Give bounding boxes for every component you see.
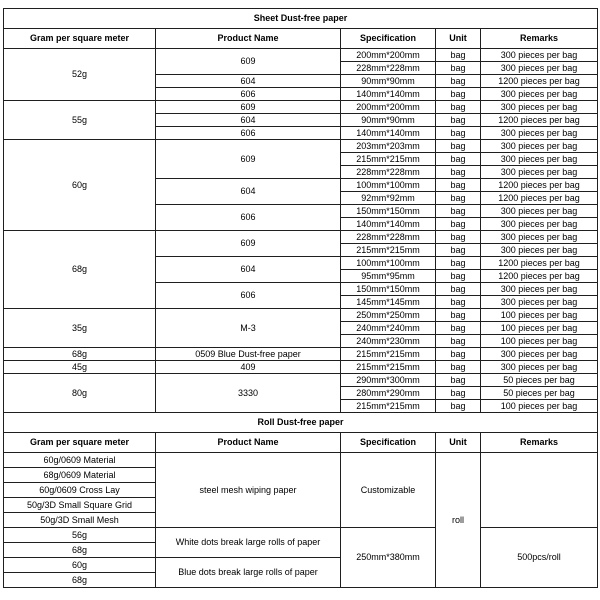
table-row (4, 140, 598, 153)
specification-cell: 145mm*145mm (341, 296, 436, 309)
remarks-cell: 100 pieces per bag (481, 335, 598, 348)
section-title: Sheet Dust-free paper (4, 9, 598, 29)
gram-cell: 68g (4, 231, 156, 309)
product-name-cell: 609 (156, 231, 341, 257)
specification-cell: 140mm*140mm (341, 127, 436, 140)
specification-cell: 215mm*215mm (341, 244, 436, 257)
remarks-cell: 1200 pieces per bag (481, 192, 598, 205)
section-title: Roll Dust-free paper (4, 413, 598, 433)
remarks-cell: 300 pieces per bag (481, 101, 598, 114)
remarks-cell: 50 pieces per bag (481, 374, 598, 387)
gram-cell: 35g (4, 309, 156, 348)
remarks-cell: 300 pieces per bag (481, 88, 598, 101)
unit-cell: bag (436, 361, 481, 374)
specification-cell: 95mm*95mm (341, 270, 436, 283)
specification-cell: 140mm*140mm (341, 218, 436, 231)
specification-cell: 250mm*250mm (341, 309, 436, 322)
remarks-cell: 300 pieces per bag (481, 348, 598, 361)
dust-free-paper-table (3, 8, 598, 588)
remarks-cell: 100 pieces per bag (481, 400, 598, 413)
gram-cell: 68g (4, 573, 156, 588)
specification-cell: 240mm*240mm (341, 322, 436, 335)
table-row (4, 453, 598, 468)
specification-cell: 228mm*228mm (341, 166, 436, 179)
remarks-cell: 300 pieces per bag (481, 140, 598, 153)
column-header: Specification (341, 433, 436, 453)
product-name-cell: 609 (156, 49, 341, 75)
product-name-cell: steel mesh wiping paper (156, 453, 341, 528)
specification-cell: 150mm*150mm (341, 205, 436, 218)
section-title-row (4, 413, 598, 433)
specification-cell: 150mm*150mm (341, 283, 436, 296)
column-header: Gram per square meter (4, 29, 156, 49)
remarks-cell: 1200 pieces per bag (481, 179, 598, 192)
unit-cell: bag (436, 296, 481, 309)
gram-cell: 60g (4, 558, 156, 573)
unit-cell: bag (436, 49, 481, 62)
product-name-cell: 409 (156, 361, 341, 374)
remarks-cell: 300 pieces per bag (481, 62, 598, 75)
table-body (4, 9, 598, 588)
table-row (4, 231, 598, 244)
unit-cell: bag (436, 127, 481, 140)
specification-cell: 250mm*380mm (341, 528, 436, 588)
gram-cell: 45g (4, 361, 156, 374)
column-header: Remarks (481, 29, 598, 49)
product-name-cell: 604 (156, 114, 341, 127)
gram-cell: 50g/3D Small Mesh (4, 513, 156, 528)
gram-cell: 50g/3D Small Square Grid (4, 498, 156, 513)
column-header: Specification (341, 29, 436, 49)
unit-cell: bag (436, 322, 481, 335)
column-header: Product Name (156, 29, 341, 49)
specification-cell: 215mm*215mm (341, 153, 436, 166)
specification-cell: 215mm*215mm (341, 400, 436, 413)
remarks-cell (481, 453, 598, 528)
specification-cell: 240mm*230mm (341, 335, 436, 348)
product-name-cell: M-3 (156, 309, 341, 348)
remarks-cell: 300 pieces per bag (481, 244, 598, 257)
remarks-cell: 300 pieces per bag (481, 361, 598, 374)
product-name-cell: 604 (156, 179, 341, 205)
unit-cell: bag (436, 244, 481, 257)
product-name-cell: 604 (156, 75, 341, 88)
specification-cell: 100mm*100mm (341, 257, 436, 270)
remarks-cell: 1200 pieces per bag (481, 114, 598, 127)
column-header: Remarks (481, 433, 598, 453)
specification-cell: 90mm*90mm (341, 114, 436, 127)
column-header: Product Name (156, 433, 341, 453)
unit-cell: bag (436, 179, 481, 192)
specification-cell: 90mm*90mm (341, 75, 436, 88)
specification-cell: 92mm*92mm (341, 192, 436, 205)
specification-cell: 200mm*200mm (341, 49, 436, 62)
gram-cell: 52g (4, 49, 156, 101)
table-row (4, 309, 598, 322)
product-name-cell: 609 (156, 140, 341, 179)
product-name-cell: 3330 (156, 374, 341, 413)
table-row (4, 348, 598, 361)
remarks-cell: 500pcs/roll (481, 528, 598, 588)
unit-cell: bag (436, 348, 481, 361)
remarks-cell: 1200 pieces per bag (481, 257, 598, 270)
remarks-cell: 300 pieces per bag (481, 153, 598, 166)
specification-cell: 228mm*228mm (341, 62, 436, 75)
specification-cell: 215mm*215mm (341, 348, 436, 361)
unit-cell: bag (436, 387, 481, 400)
specification-cell: 280mm*290mm (341, 387, 436, 400)
specification-cell: 215mm*215mm (341, 361, 436, 374)
product-name-cell: White dots break large rolls of paper (156, 528, 341, 558)
gram-cell: 56g (4, 528, 156, 543)
table-row (4, 361, 598, 374)
header-row (4, 29, 598, 49)
gram-cell: 60g (4, 140, 156, 231)
product-name-cell: 606 (156, 283, 341, 309)
remarks-cell: 100 pieces per bag (481, 309, 598, 322)
table-row (4, 49, 598, 62)
product-name-cell: 606 (156, 88, 341, 101)
column-header: Gram per square meter (4, 433, 156, 453)
gram-cell: 55g (4, 101, 156, 140)
gram-cell: 80g (4, 374, 156, 413)
gram-cell: 60g/0609 Cross Lay (4, 483, 156, 498)
unit-cell: bag (436, 218, 481, 231)
unit-cell: bag (436, 114, 481, 127)
table-row (4, 528, 598, 543)
unit-cell: bag (436, 231, 481, 244)
unit-cell: bag (436, 270, 481, 283)
product-name-cell: 606 (156, 205, 341, 231)
remarks-cell: 50 pieces per bag (481, 387, 598, 400)
remarks-cell: 1200 pieces per bag (481, 270, 598, 283)
unit-cell: bag (436, 166, 481, 179)
product-name-cell: 606 (156, 127, 341, 140)
unit-cell: bag (436, 335, 481, 348)
table-row (4, 101, 598, 114)
specification-cell: 290mm*300mm (341, 374, 436, 387)
remarks-cell: 300 pieces per bag (481, 283, 598, 296)
unit-cell: bag (436, 283, 481, 296)
product-name-cell: 604 (156, 257, 341, 283)
remarks-cell: 300 pieces per bag (481, 218, 598, 231)
column-header: Unit (436, 29, 481, 49)
remarks-cell: 300 pieces per bag (481, 205, 598, 218)
unit-cell: bag (436, 62, 481, 75)
unit-cell: bag (436, 153, 481, 166)
gram-cell: 68g/0609 Material (4, 468, 156, 483)
header-row (4, 433, 598, 453)
remarks-cell: 100 pieces per bag (481, 322, 598, 335)
unit-cell: bag (436, 192, 481, 205)
gram-cell: 60g/0609 Material (4, 453, 156, 468)
unit-cell: roll (436, 453, 481, 588)
unit-cell: bag (436, 205, 481, 218)
product-name-cell: 0509 Blue Dust-free paper (156, 348, 341, 361)
unit-cell: bag (436, 400, 481, 413)
remarks-cell: 300 pieces per bag (481, 296, 598, 309)
section-title-row (4, 9, 598, 29)
gram-cell: 68g (4, 543, 156, 558)
specification-cell: 200mm*200mm (341, 101, 436, 114)
product-name-cell: Blue dots break large rolls of paper (156, 558, 341, 588)
remarks-cell: 1200 pieces per bag (481, 75, 598, 88)
unit-cell: bag (436, 88, 481, 101)
specification-cell: 100mm*100mm (341, 179, 436, 192)
product-name-cell: 609 (156, 101, 341, 114)
unit-cell: bag (436, 140, 481, 153)
table-row (4, 374, 598, 387)
specification-cell: 228mm*228mm (341, 231, 436, 244)
remarks-cell: 300 pieces per bag (481, 166, 598, 179)
remarks-cell: 300 pieces per bag (481, 49, 598, 62)
unit-cell: bag (436, 101, 481, 114)
column-header: Unit (436, 433, 481, 453)
unit-cell: bag (436, 257, 481, 270)
unit-cell: bag (436, 309, 481, 322)
unit-cell: bag (436, 374, 481, 387)
remarks-cell: 300 pieces per bag (481, 231, 598, 244)
gram-cell: 68g (4, 348, 156, 361)
specification-cell: 203mm*203mm (341, 140, 436, 153)
remarks-cell: 300 pieces per bag (481, 127, 598, 140)
unit-cell: bag (436, 75, 481, 88)
specification-cell: 140mm*140mm (341, 88, 436, 101)
specification-cell: Customizable (341, 453, 436, 528)
